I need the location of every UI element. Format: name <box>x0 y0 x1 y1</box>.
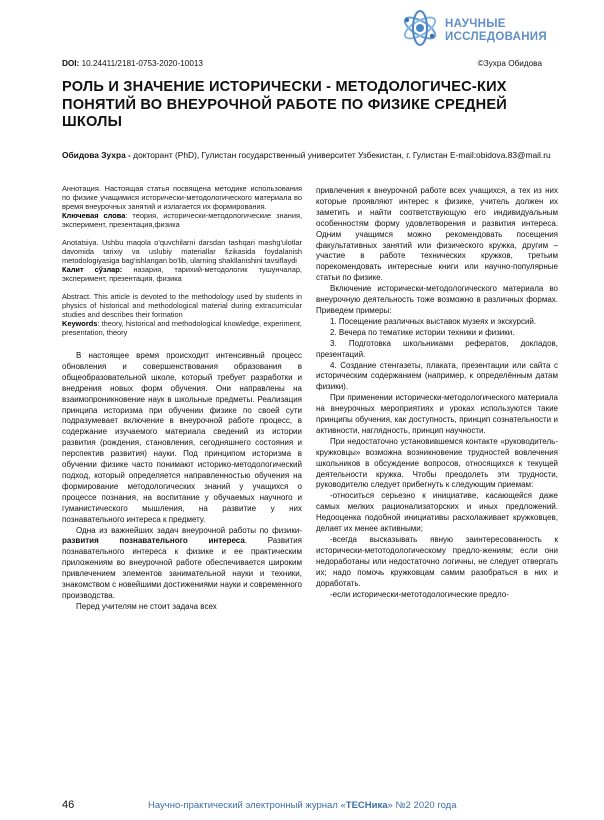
doi-label: DOI: <box>62 59 80 68</box>
right-column <box>316 186 558 600</box>
author-line <box>62 150 552 161</box>
list-item: 1. Посещение различных выставок музеях и экскурсий. <box>330 316 537 326</box>
abstract-ru <box>62 184 302 229</box>
paragraph-start: Одна из важнейших задач внеурочной работы по физики- <box>76 525 302 535</box>
journal-name <box>148 800 456 811</box>
abstract-en-text: Abstract. This article is devoted to the methodology used by students in physics of historical and methodological material during extracurricular studies and describes their formation <box>62 292 302 319</box>
body-paragraph: При применении исторически-методологического материала на внеурочных мероприятиях и уроках используются такие принципы обучения, как доступность, принцип сознательности и активности, наглядность, принцип научности. <box>316 393 558 435</box>
journal-start: Научно-практический электронный журнал « <box>148 800 346 811</box>
left-column <box>62 184 302 613</box>
abstract-ru-text: Аннотация. Настоящая статья посвящена методике использования по физике учащимися исторически-методологического материала во время внеурочных занятий и излагается их формирования. <box>62 184 302 211</box>
keywords-en-label: Keywords <box>62 319 98 328</box>
atom-icon <box>398 6 442 50</box>
page-number: 46 <box>62 799 75 811</box>
doi-value: 10.24411/2181-0753-2020-10013 <box>81 59 203 68</box>
keywords-ru-text: : теория, исторически-методологические знания, эксперимент, презентация,физика <box>62 211 303 229</box>
body-paragraph <box>62 526 302 602</box>
journal-end: » №2 2020 года <box>387 800 457 811</box>
journal-bold: ТЕСНика <box>345 800 388 811</box>
list-item: 4. Создание стенгазеты, плаката, презентации или сайта с историческим содержанием (например, к определённым датам физики). <box>316 360 558 392</box>
author-affiliation: докторант (PhD), Гулистан государственный университет Узбекистан, г. Гулистан E-mail:obidova.83@mail.ru <box>130 150 551 160</box>
body-paragraph: -если исторически-метотодологические предло- <box>330 589 509 599</box>
journal-logo <box>398 6 598 50</box>
body-paragraph: Включение исторически-методологического материала во внеурочную деятельность тоже возможно в различных формах. Приведем примеры: <box>316 284 558 315</box>
body-paragraph: В настоящее время происходит интенсивный процесс обновления и совершенствования образования в общеобразовательной школе, который требует разработки и внедрения новых форм обучения. Они направлены на взаимопроникновение наук в школьные предметы. Реализация принципа историзма при обучении физике по своей сути подразумевает включение в внеурочной работе процесс, в содержание изучаемого материала сведений из истории развития (рождения, становления, сегодняшнего состояния и перспектив развития) науки. Под принципом историзма в обучении физике часто понимают историко-методологический подход, который определяется направленностью обучения на формирование методологических знаний у учащихся о процессе познания, на воспитание у обучаемых научного и гуманистического мышления, на развитие у них познавательного интереса к предмету. <box>62 351 302 524</box>
abstract-uz-text: Аnotatsiya. Ushbu maqola o'quvchilarni darsdan tashqari mashg'ulotlar davomida tarixiy va uslubiy materiallar fizikasida foydalanish metodologiyasiga bag'ishlangan bo'lib, ularning shakllanishini tavsiflaydi <box>62 238 302 265</box>
logo-line-2: ИССЛЕДОВАНИЯ <box>445 31 547 43</box>
paragraph-end: . Развития познавательного интереса к физике и ее практическим приложениям во внеурочной работе обеспечивается широким привлечением элементов занимательной науки и техники, знакомством с новейшими достижениями науки и современного производства. <box>62 536 303 600</box>
abstract-en <box>62 292 302 337</box>
logo-line-1: НАУЧНЫЕ <box>445 18 506 30</box>
article-title: РОЛЬ И ЗНАЧЕНИЕ ИСТОРИЧЕСКИ - МЕТОДОЛОГИЧЕС-КИХ ПОНЯТИЙ ВО ВНЕУРОЧНОЙ РАБОТЕ ПО ФИЗИКЕ СРЕДНЕЙ ШКОЛЫ <box>62 79 507 131</box>
keywords-uz-text: назария, тарихий-методологик тушунчалар, эксперимент, презентация, физика <box>62 265 303 283</box>
body-paragraph: -всегда высказывать явную заинтересованность к исторически-метотодологическому предло-жениям; если они недоработаны или недостаточно логичны, не следует отвергать их; надо помочь кружковцам самим разобраться в них и доработать. <box>316 535 558 588</box>
author-name: Обидова Зухра - <box>62 150 131 160</box>
keywords-en-text: : theory, historical and methodological knowledge, experiment, presentation, theory <box>62 319 302 337</box>
logo-text <box>445 18 547 44</box>
body-paragraph: -относиться серьезно к инициативе, касающейся даже самых мелких рационализаторских и иных предложений. Недооценка подобной инициативы расхолаживает кружковцев, делает их менее активными; <box>316 491 558 534</box>
keywords-uz-label: Калит сўзлар: <box>62 265 123 274</box>
list-item: 3. Подготовка школьниками рефератов, докладов, презентаций. <box>316 338 558 359</box>
list-item: 2. Вечера по тематике истории техники и физики. <box>330 327 515 337</box>
copyright: ©Зухра Обидова <box>477 59 542 68</box>
body-paragraph: Перед учителям не стоит задача всех <box>76 601 217 611</box>
emphasis-text: развития познавательного интереса <box>62 536 245 546</box>
abstract-uz <box>62 238 302 283</box>
doi-line <box>62 59 203 68</box>
body-paragraph: привлечения к внеурочной работе всех учащихся, а тех из них которые проявляют интерес к физике, учитель должен их заметить и найти соответствующую его индивидуальным особенностям форму удовлетворения и развития интереса. Одним учащимся можно рекомендовать посещения факультативных занятий или физического кружка, другим – участие в работе технических кружков, третьим порекомендовать интересные книги или научно-популярные статьи по физике. <box>316 186 558 283</box>
body-paragraph: При недостаточно установившемся контакте «руководитель-кружковцы» возможна возникновение трудностей вовлечения школьников в обсуждение вопросов, относящихся к текущей деятельности кружка. Чтобы преодолеть эти трудности, руководителю следует прибегнуть к следующим приемам: <box>316 436 558 490</box>
keywords-ru-label: Ключевая слова <box>62 211 126 220</box>
